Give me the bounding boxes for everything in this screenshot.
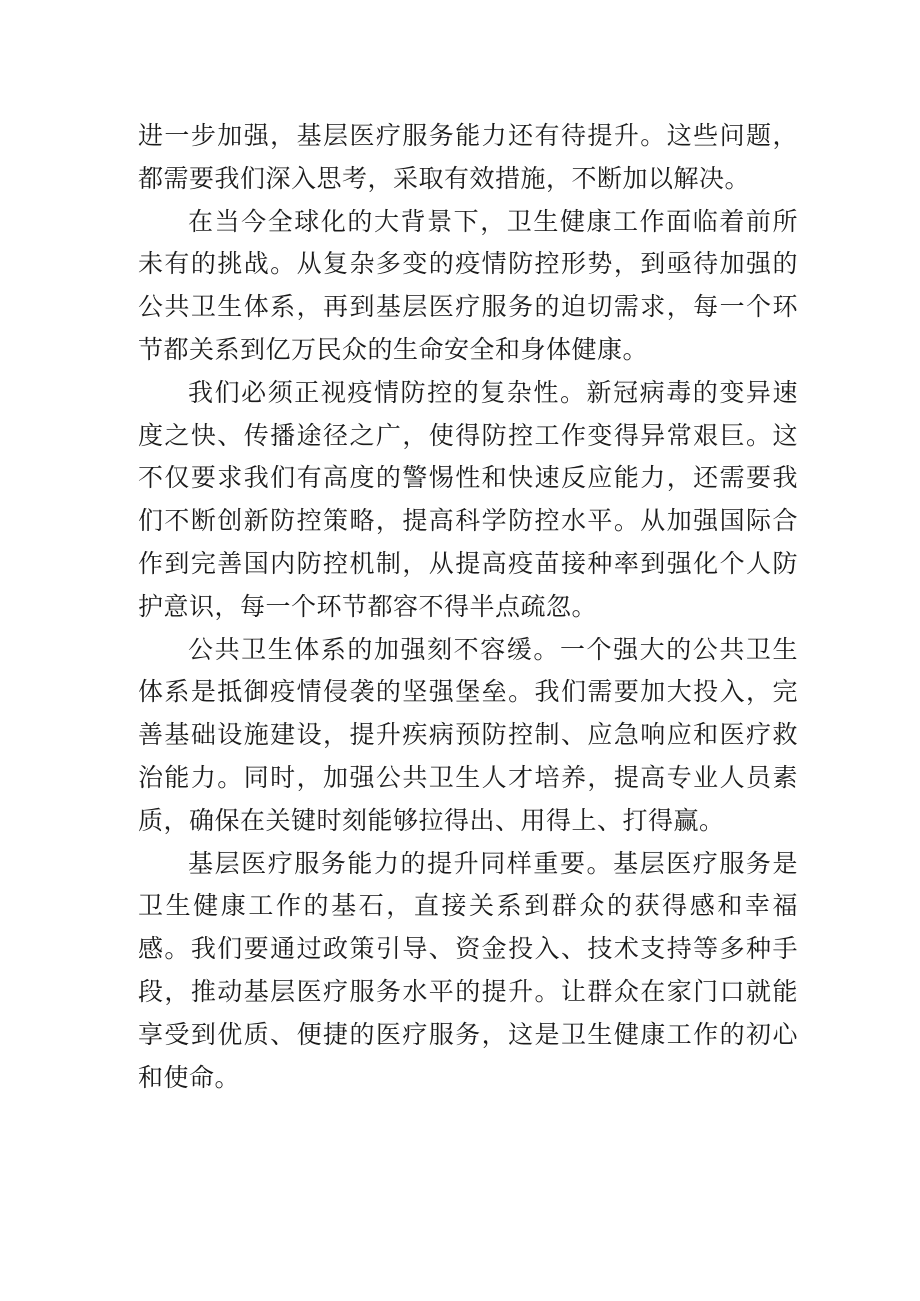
paragraph-primary-care: 基层医疗服务能力的提升同样重要。基层医疗服务是卫生健康工作的基石，直接关系到群众的获得感和幸福感。我们要通过政策引导、资金投入、技术支持等多种手段，推动基层医疗服务水平的提升。让群众在家门口就能享受到优质、便捷的医疗服务，这是卫生健康工作的初心和使命。: [138, 848, 798, 1092]
document-body: [138, 115, 798, 1099]
paragraph-globalization-challenge: 在当今全球化的大背景下，卫生健康工作面临着前所未有的挑战。从复杂多变的疫情防控形势，到亟待加强的公共卫生体系，再到基层医疗服务的迫切需求，每一个环节都关系到亿万民众的生命安全和身体健康。: [138, 206, 798, 364]
paragraph-continued: 进一步加强，基层医疗服务能力还有待提升。这些问题，都需要我们深入思考，采取有效措施，不断加以解决。: [138, 121, 798, 193]
paragraph-epidemic-control: 我们必须正视疫情防控的复杂性。新冠病毒的变异速度之快、传播途径之广，使得防控工作变得异常艰巨。这不仅要求我们有高度的警惕性和快速反应能力，还需要我们不断创新防控策略，提高科学防控水平。从加强国际合作到完善国内防控机制，从提高疫苗接种率到强化个人防护意识，每一个环节都容不得半点疏忽。: [138, 377, 798, 621]
paragraph-public-health-system: 公共卫生体系的加强刻不容缓。一个强大的公共卫生体系是抵御疫情侵袭的坚强堡垒。我们需要加大投入，完善基础设施建设，提升疾病预防控制、应急响应和医疗救治能力。同时，加强公共卫生人才培养，提高专业人员素质，确保在关键时刻能够拉得出、用得上、打得赢。: [138, 634, 798, 835]
